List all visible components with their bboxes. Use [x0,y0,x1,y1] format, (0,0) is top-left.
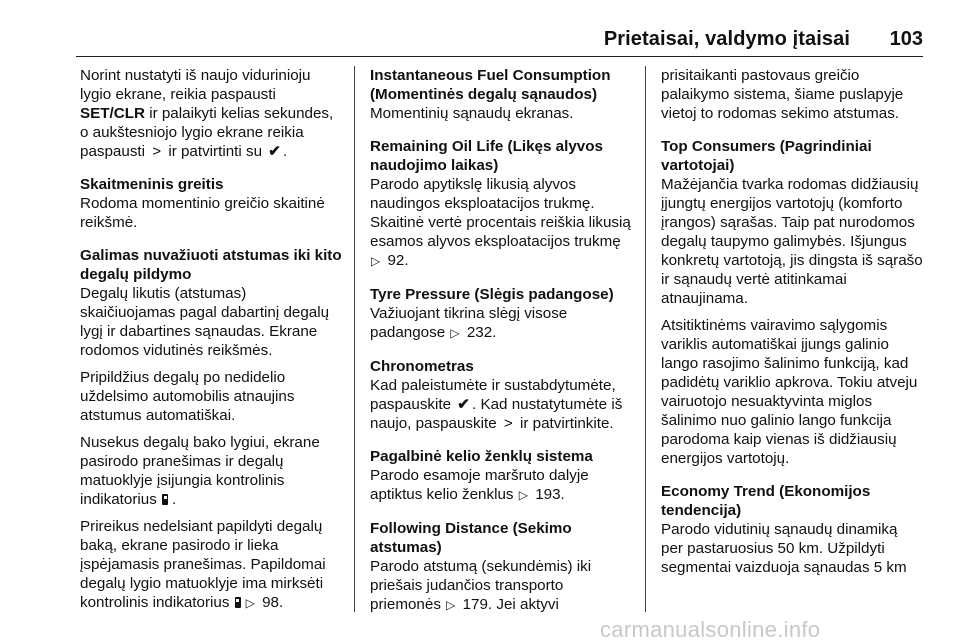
fuel-pump-icon [235,597,244,608]
column-divider-1 [354,66,355,612]
section-body: Momentinių sąnaudų ekranas. [370,105,574,122]
text: Važiuojant tikrina slėgį visose padangose [370,305,568,341]
section-heading: Following Distance (Sekimo atstumas) [370,520,572,556]
fuel-pump-icon [162,494,171,505]
column-divider-2 [645,66,646,612]
paragraph: Atsitiktinėms vairavimo sąlygomis variklis automatiškai įjungs galinio lango rasojimo šalinimo funkciją, kad padidėtų variklio apkrova. Tokiu atveju vairuotojo nesuaktyvinta miglos šalinimo nuo galinio lango funkcija parodoma kaip vienas iš didžiausių energijos vartotojų. [661,317,918,467]
paragraph [80,517,342,613]
header-rule [76,56,923,57]
text: . [172,491,177,508]
check-icon: ✔ [457,396,471,413]
economy-trend-section [661,482,923,577]
text: ir patvirtinti su [164,143,267,160]
section-heading: Chronometras [370,358,474,375]
chevron-right-icon: > [503,415,513,432]
text: Parodo esamoje maršruto dalyje aptiktus kelio ženklus [370,467,589,503]
chronometer-section [370,357,632,433]
column-2 [370,66,632,624]
text: 179. Jei aktyvi [458,596,559,613]
top-consumers-section [661,137,923,468]
watermark: carmanualsonline.info [600,617,821,642]
text: . [282,143,288,160]
paragraph: Pripildžius degalų po nedidelio uždelsimo automobilis atnaujins atstumus automatiškai. [80,369,295,424]
section-body: Rodoma momentinio greičio skaitinė reikšmė. [80,195,325,231]
paragraph [80,433,342,509]
column-3 [661,66,923,586]
text: ir palaikyti kelias sekundes, o aukštesniojo lygio ekrane reikia paspausti [80,105,334,160]
column-1 [80,66,342,622]
text: ir patvirtinkite. [515,415,614,432]
text: Norint nustatyti iš naujo vidurinioju lygio ekrane, reikia paspausti [80,67,311,103]
paragraph: Degalų likutis (atstumas) skaičiuojamas pagal dabartinį degalų lygį ir dabartines sąnaudas. Ekrane rodomos vidutinės reikšmės. [80,285,330,359]
page-ref-icon: ▷ [518,488,528,502]
section-body: Parodo vidutinių sąnaudų dinamiką per pastaruosius 50 km. Užpildyti segmentai vaizduoja sąnaudas 5 km [661,521,907,576]
text: 232. [462,324,497,341]
section-heading: Galimas nuvažiuoti atstumas iki kito degalų pildymo [80,247,342,283]
page-number: 103 [889,28,923,50]
instant-consumption-section [370,66,632,123]
check-icon: ✔ [268,143,281,160]
text: Parodo apytikslę likusią alyvos naudingos eksploatacijos trukmę. Skaitinė vertė procentais reiškia likusią esamos alyvos eksploatacijos trukmę [370,176,631,250]
section-heading: Top Consumers (Pagrindiniai vartotojai) [661,138,872,174]
tyre-pressure-section [370,285,632,343]
text: Nusekus degalų bako lygiui, ekrane pasirodo pranešimas ir degalų matuoklyje įsijungia kontrolinis indikatorius [80,434,320,508]
text: 193. [530,486,565,503]
page-header [0,0,960,50]
text: prisitaikanti pastovaus greičio palaikymo sistema, šiame puslapyje vietoj to rodomas sekimo atstumas. [661,67,904,122]
text: Prireikus nedelsiant papildyti degalų baką, ekrane pasirodo ir lieka įspėjamasis pranešimas. Papildomai degalų lygio matuoklyje ima mirksėti kontrolinis indikatorius [80,518,326,611]
section-heading: Pagalbinė kelio ženklų sistema [370,448,593,465]
range-section [80,246,342,613]
following-distance-section [370,519,632,615]
page-ref-icon: ▷ [245,596,255,610]
continued-paragraph [661,66,923,123]
section-heading: Tyre Pressure (Slėgis padangose) [370,286,614,303]
paragraph: Mažėjančia tvarka rodomas didžiausių įjungtų energijos vartotojų (komforto įrangos) sąrašas. Taip pat nurodomos degalų taupymo galimybės. Išjungus konkretų vartotoją, jis dingsta iš sąrašo ir sąnaudų vertė atitinkamai atnaujinama. [661,176,923,307]
text: Parodo atstumą (sekundėmis) iki priešais judančios transporto priemonės [370,558,592,613]
digital-speed-section [80,175,342,232]
page-ref-icon: ▷ [446,598,456,612]
page-ref-icon: ▷ [371,254,381,268]
text: 92. [383,252,409,269]
traffic-sign-section [370,447,632,505]
reset-trip-paragraph [80,66,342,161]
section-heading: Remaining Oil Life (Likęs alyvos naudojimo laikas) [370,138,603,174]
setclr-label: SET/CLR [80,105,145,122]
page-title: Prietaisai, valdymo įtaisai [603,28,850,50]
oil-life-section [370,137,632,271]
text: 98. [257,594,284,611]
section-heading: Instantaneous Fuel Consumption (Momentinės degalų sąnaudos) [370,67,611,103]
text: Kad paleistumėte ir sustabdytumėte, paspauskite [370,377,616,413]
section-heading: Economy Trend (Ekonomijos tendencija) [661,483,871,519]
section-heading: Skaitmeninis greitis [80,176,224,193]
text: . Kad nustatytumėte iš naujo, paspauskite [370,396,623,432]
page-ref-icon: ▷ [450,326,460,340]
chevron-right-icon: > [152,143,162,160]
